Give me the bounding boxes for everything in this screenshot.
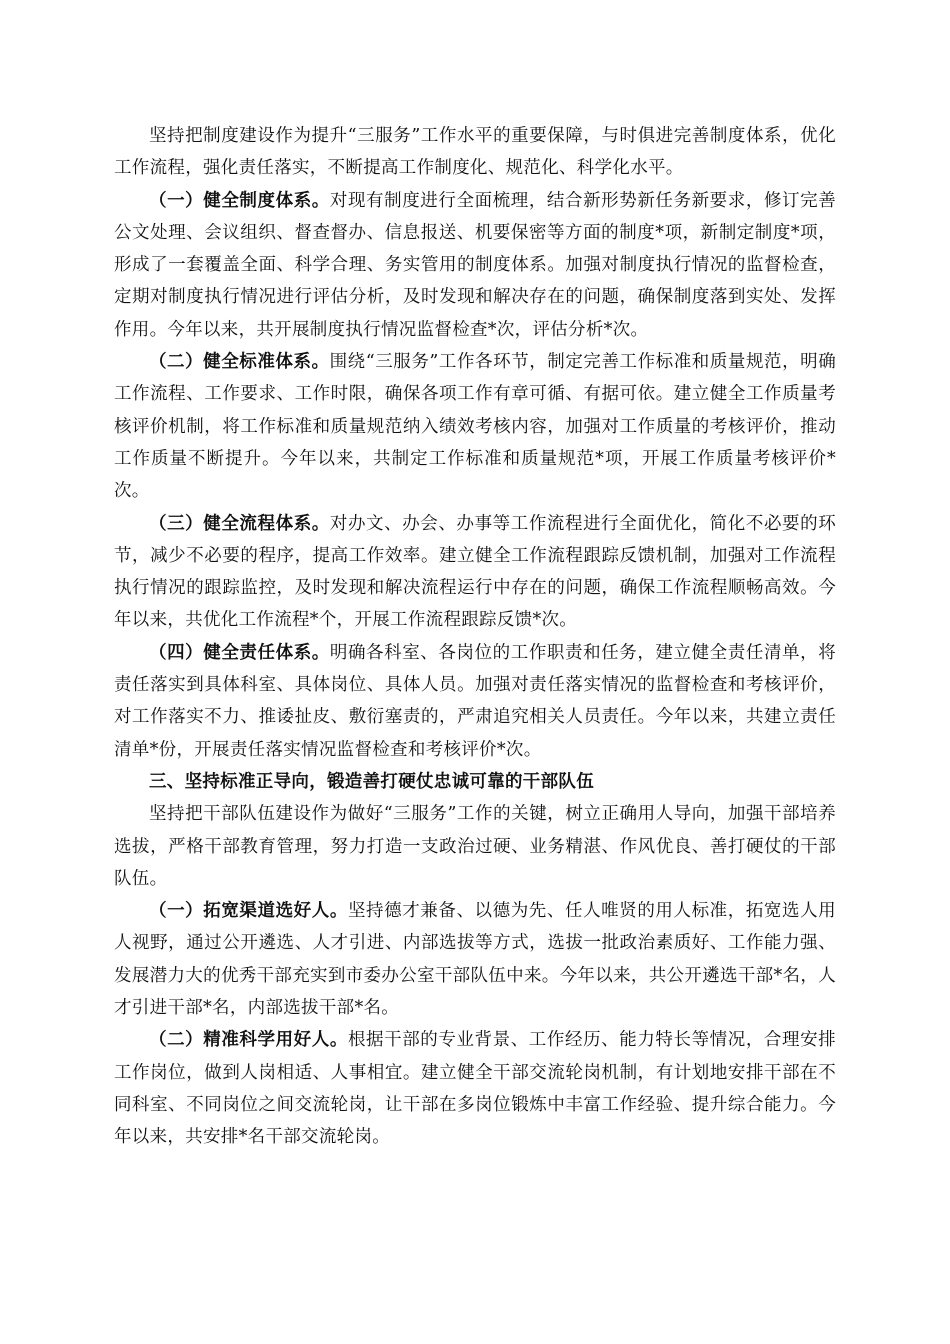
paragraph-text: 根据干部的专业背景、工作经历、能力特长等情况，合理安排工作岗位，做到人岗相适、人事相宜。建立健全干部交流轮岗机制，有计划地安排干部在不同科室、不同岗位之间交流轮岗，让干部在多岗位锻炼中丰富工作经验、提升综合能力。今年以来，共安排*名干部交流轮岗。 [114,1030,836,1148]
paragraph-lead: （四）健全责任体系。 [149,642,330,663]
paragraph-text: 明确各科室、各岗位的工作职责和任务，建立健全责任清单，将责任落实到具体科室、具体岗位、具体人员。加强对责任落实情况的监督检查和考核评价，对工作落实不力、推诿扯皮、敷衍塞责的，严肃追究相关人员责任。今年以来，共建立责任清单*份，开展责任落实情况监督检查和考核评价*次。 [114,642,837,760]
section-heading-text: 三、坚持标准正导向，锻造善打硬仗忠诚可靠的干部队伍 [149,771,594,792]
paragraph-lead: （三）健全流程体系。 [149,513,330,534]
paragraph-cadre-intro [114,798,836,895]
paragraph-select-talent [114,895,836,1024]
paragraph-institution-system [114,185,836,346]
paragraph-responsibility-system [114,637,836,766]
paragraph-intro [114,120,836,185]
paragraph-text: 围绕“三服务”工作各环节，制定完善工作标准和质量规范，明确工作流程、工作要求、工作时限，确保各项工作有章可循、有据可依。建立健全工作质量考核评价机制，将工作标准和质量规范纳入绩效考核内容，加强对工作质量的考核评价，推动工作质量不断提升。今年以来，共制定工作标准和质量规范*项，开展工作质量考核评价*次。 [114,352,836,502]
paragraph-lead: （一）拓宽渠道选好人。 [149,901,348,922]
section-heading [114,766,836,798]
paragraph-use-talent [114,1024,836,1153]
paragraph-process-system [114,508,836,637]
paragraph-text: 对现有制度进行全面梳理，结合新形势新任务新要求，修订完善公文处理、会议组织、督查督办、信息报送、机要保密等方面的制度*项，新制定制度*项，形成了一套覆盖全面、科学合理、务实管用的制度体系。加强对制度执行情况的监督检查，定期对制度执行情况进行评估分析，及时发现和解决存在的问题，确保制度落到实处、发挥作用。今年以来，共开展制度执行情况监督检查*次，评估分析*次。 [114,190,837,340]
paragraph-lead: （二）健全标准体系。 [149,352,330,373]
paragraph-text: 坚持把干部队伍建设作为做好“三服务”工作的关键，树立正确用人导向，加强干部培养选拔，严格干部教育管理，努力打造一支政治过硬、业务精湛、作风优良、善打硬仗的干部队伍。 [114,804,836,889]
paragraph-standard-system [114,346,836,507]
paragraph-lead: （二）精准科学用好人。 [149,1030,348,1051]
document-page [114,120,836,1154]
paragraph-text: 坚持德才兼备、以德为先、任人唯贤的用人标准，拓宽选人用人视野，通过公开遴选、人才引进、内部选拔等方式，选拔一批政治素质好、工作能力强、发展潜力大的优秀干部充实到市委办公室干部队伍中来。今年以来，共公开遴选干部*名，人才引进干部*名，内部选拔干部*名。 [114,901,836,1019]
paragraph-text: 坚持把制度建设作为提升“三服务”工作水平的重要保障，与时俱进完善制度体系，优化工作流程，强化责任落实，不断提高工作制度化、规范化、科学化水平。 [114,126,836,179]
paragraph-lead: （一）健全制度体系。 [149,190,330,211]
paragraph-text: 对办文、办会、办事等工作流程进行全面优化，简化不必要的环节，减少不必要的程序，提高工作效率。建立健全工作流程跟踪反馈机制，加强对工作流程执行情况的跟踪监控，及时发现和解决流程运行中存在的问题，确保工作流程顺畅高效。今年以来，共优化工作流程*个，开展工作流程跟踪反馈*次。 [114,513,837,631]
